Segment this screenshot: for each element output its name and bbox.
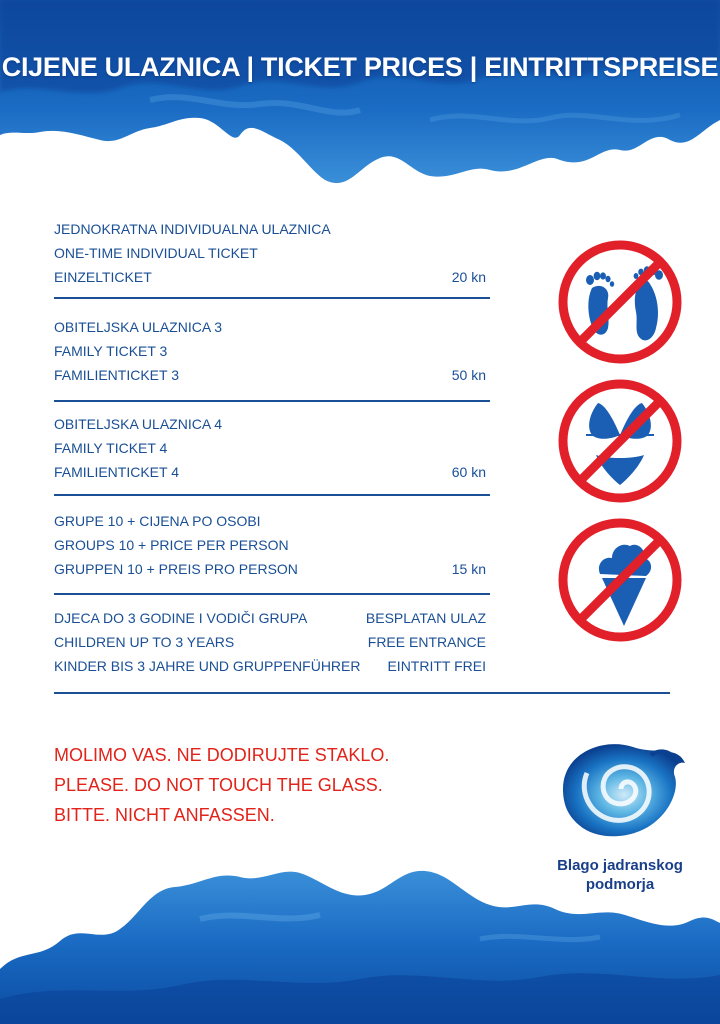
ticket-label-en: GROUPS 10 + PRICE PER PERSON	[54, 537, 289, 553]
ticket-item-individual	[54, 217, 490, 299]
warning-en: PLEASE. DO NOT TOUCH THE GLASS.	[54, 775, 383, 795]
no-bare-feet-icon	[556, 238, 684, 366]
ticket-label-de: FAMILIENTICKET 3	[54, 367, 179, 383]
ticket-label-hr: JEDNOKRATNA INDIVIDUALNA ULAZNICA	[54, 221, 331, 237]
logo-line-2: podmorja	[585, 876, 655, 893]
top-watercolor-background	[0, 0, 720, 195]
logo-text	[535, 856, 705, 894]
ticket-item-groups	[54, 509, 490, 595]
ticket-price: 15 kn	[451, 561, 486, 577]
page-title: CIJENE ULAZNICA | TICKET PRICES | EINTRITTSPREISE	[1, 52, 719, 82]
ticket-price: 20 kn	[451, 269, 486, 285]
ticket-item-family-3	[54, 315, 490, 402]
ticket-item-family-4	[54, 412, 490, 496]
divider	[54, 692, 670, 694]
warning-de: BITTE. NICHT ANFASSEN.	[54, 805, 275, 825]
ticket-price-en: FREE ENTRANCE	[367, 634, 486, 650]
ticket-label-en: ONE-TIME INDIVIDUAL TICKET	[54, 245, 258, 261]
ticket-label-en: FAMILY TICKET 4	[54, 440, 168, 456]
no-ice-cream-icon	[556, 516, 684, 644]
warning-message	[54, 740, 389, 830]
ticket-price-hr: BESPLATAN ULAZ	[365, 610, 486, 626]
ticket-label-hr: DJECA DO 3 GODINE I VODIČI GRUPA	[54, 610, 308, 626]
ticket-label-hr: OBITELJSKA ULAZNICA 3	[54, 319, 223, 335]
warning-hr: MOLIMO VAS. NE DODIRUJTE STAKLO.	[54, 745, 390, 765]
ticket-label-de: FAMILIENTICKET 4	[54, 464, 179, 480]
ticket-item-free-entry	[54, 606, 490, 678]
ticket-label-de: KINDER BIS 3 JAHRE UND GRUPPENFÜHRER	[54, 658, 361, 674]
ticket-label-de: EINZELTICKET	[54, 269, 152, 285]
ticket-label-hr: GRUPE 10 + CIJENA PO OSOBI	[54, 513, 261, 529]
ticket-label-en: FAMILY TICKET 3	[54, 343, 168, 359]
ticket-label-de: GRUPPEN 10 + PREIS PRO PERSON	[54, 561, 298, 577]
ticket-price-de: EINTRITT FREI	[387, 658, 486, 674]
ticket-label-en: CHILDREN UP TO 3 YEARS	[54, 634, 235, 650]
logo-spiral-icon	[551, 733, 691, 843]
ticket-price: 50 kn	[451, 367, 486, 383]
no-swimwear-icon	[556, 377, 684, 505]
ticket-label-hr: OBITELJSKA ULAZNICA 4	[54, 416, 223, 432]
ticket-price: 60 kn	[451, 464, 486, 480]
logo-line-1: Blago jadranskog	[557, 857, 683, 874]
